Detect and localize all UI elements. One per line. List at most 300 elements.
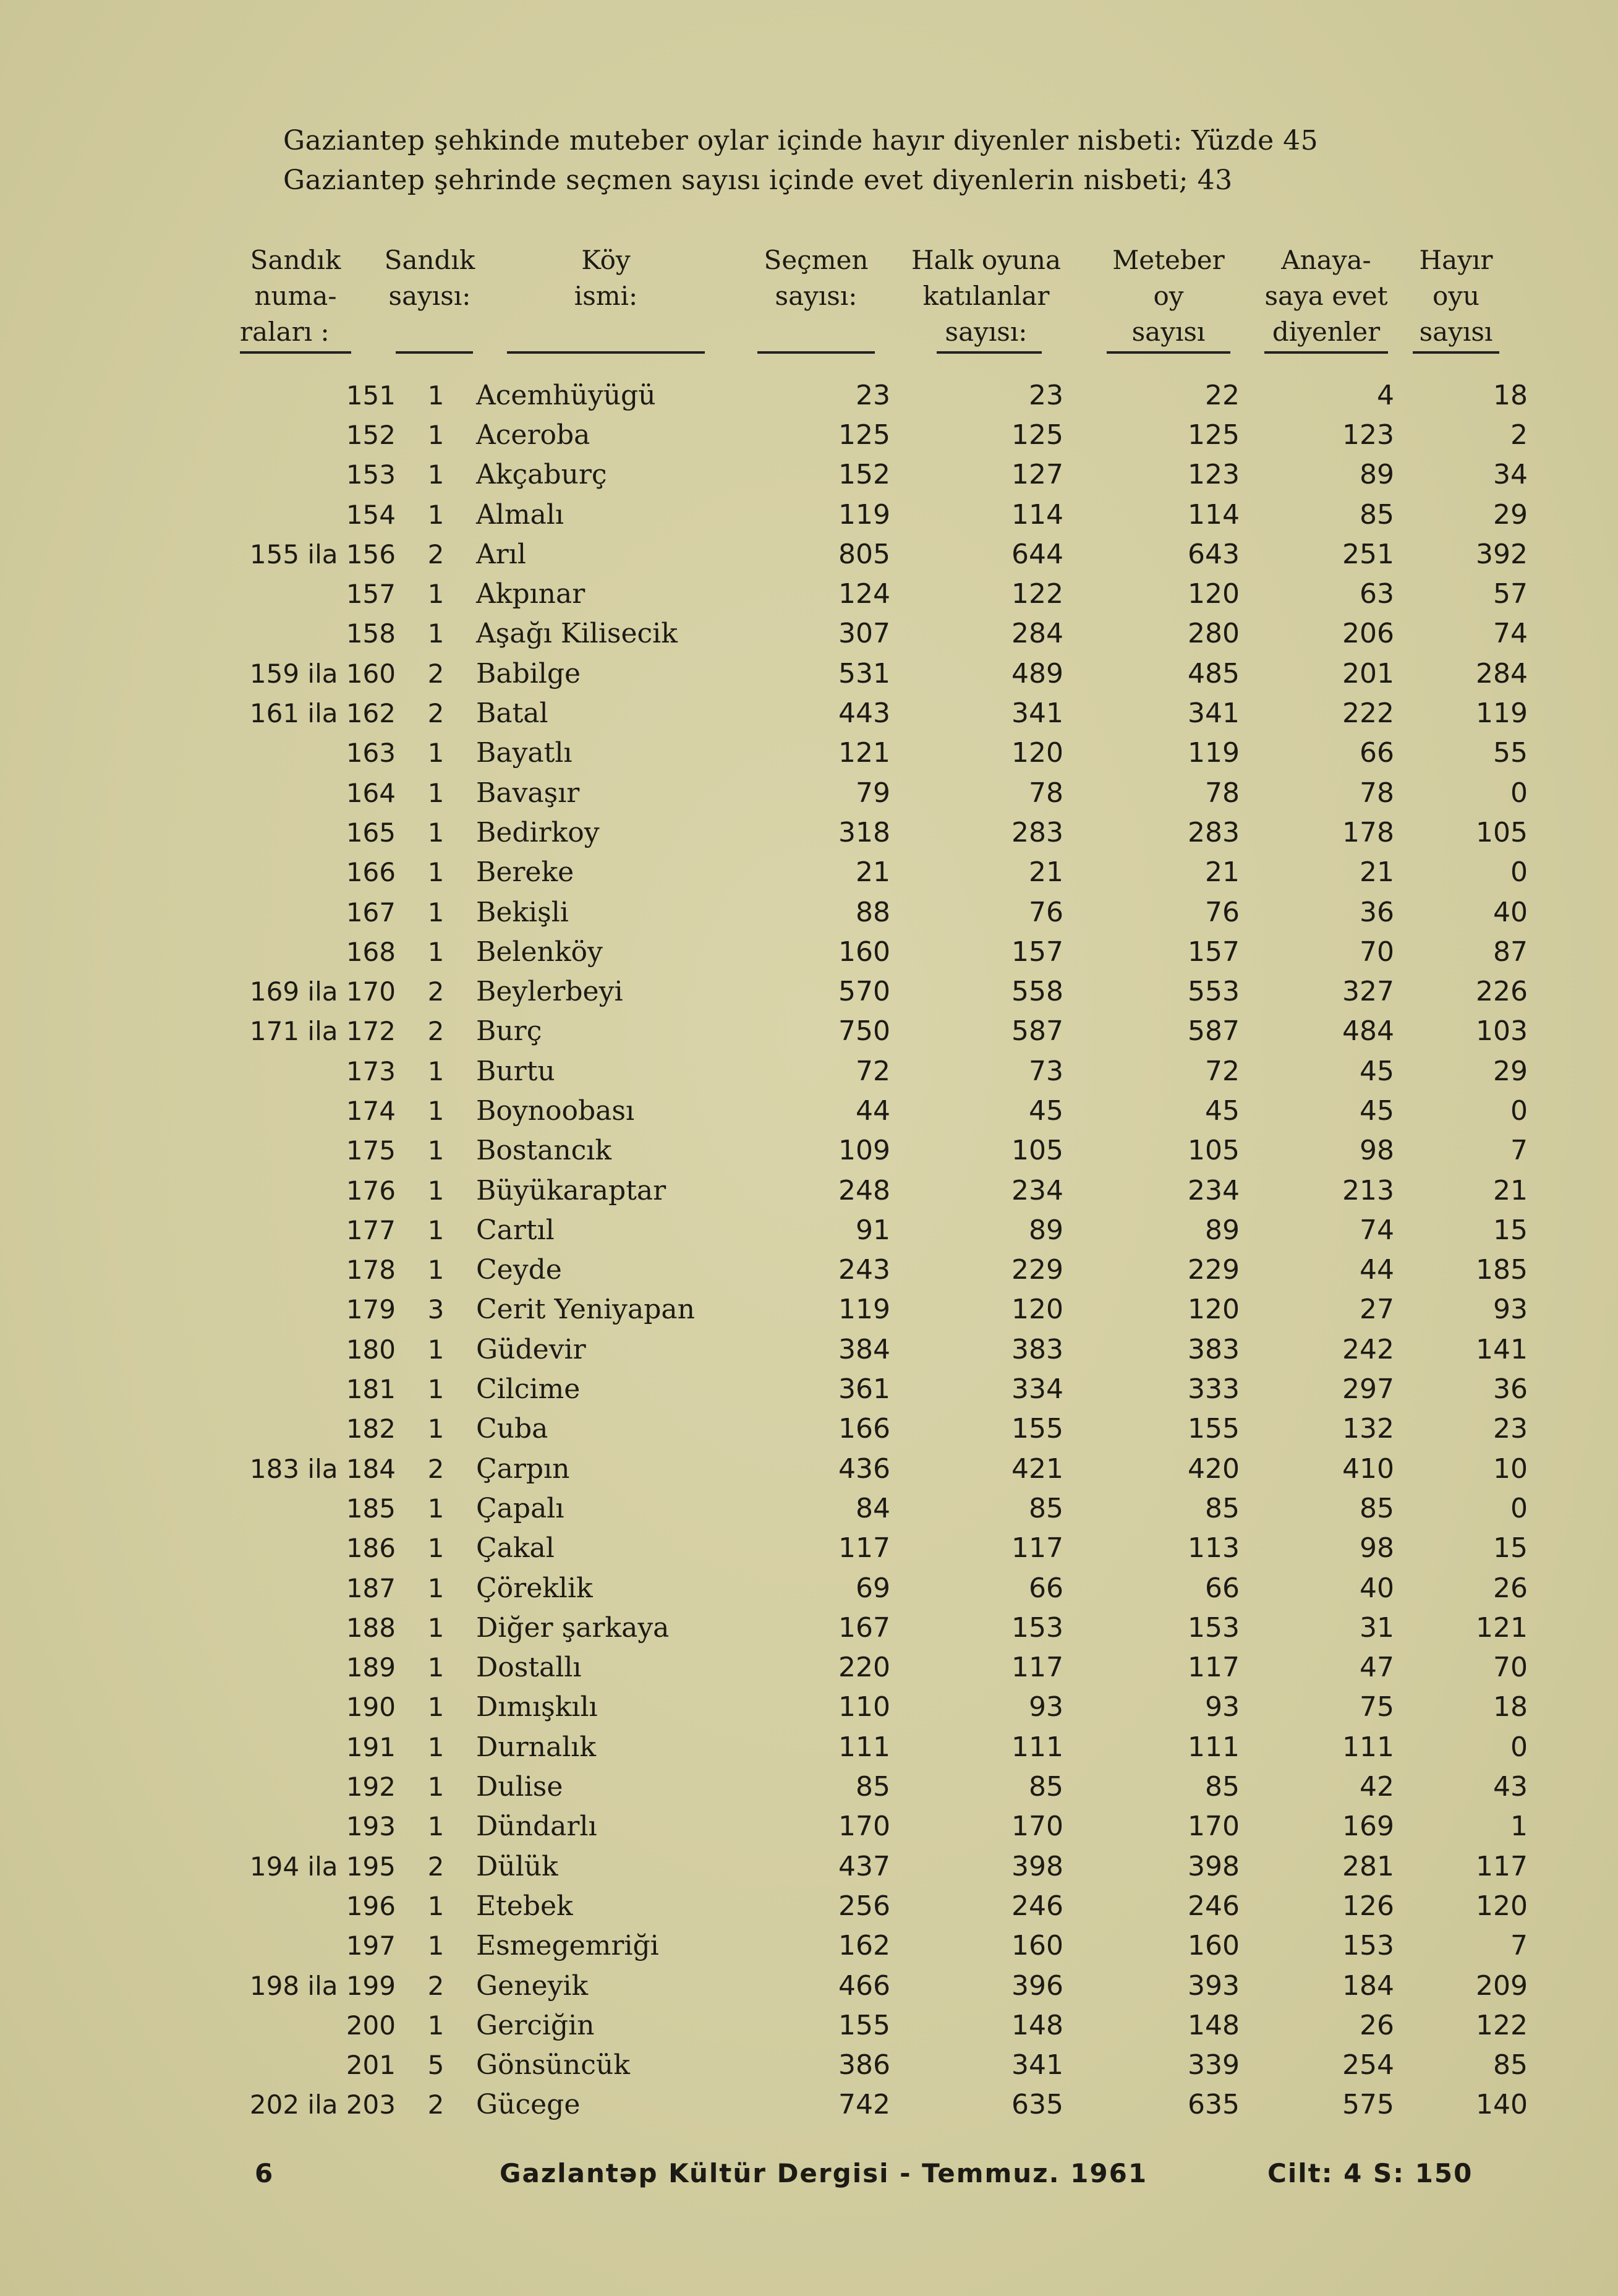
no-votes-cell: 34 (1493, 459, 1528, 491)
turnout-cell: 66 (1029, 1572, 1063, 1604)
sandik-no-cell: 158 (346, 618, 396, 649)
village-name-cell: Bostancık (476, 1135, 612, 1167)
turnout-cell: 157 (1011, 936, 1063, 968)
sandik-no-cell: 168 (346, 936, 396, 967)
valid-votes-cell: 635 (1188, 2089, 1240, 2121)
valid-votes-cell: 45 (1205, 1095, 1240, 1127)
turnout-cell: 122 (1011, 578, 1063, 610)
sandik-no-cell: 182 (346, 1414, 396, 1445)
voter-count-cell: 750 (838, 1015, 890, 1048)
turnout-cell: 383 (1011, 1333, 1063, 1365)
voter-count-cell: 318 (838, 816, 890, 848)
header-hayir (1413, 242, 1499, 350)
voter-count-cell: 88 (856, 896, 890, 928)
no-votes-cell: 10 (1493, 1453, 1528, 1485)
table-row (229, 1012, 1528, 1051)
no-votes-cell: 0 (1510, 777, 1528, 809)
voter-count-cell: 384 (838, 1333, 890, 1365)
village-name-cell: Dımışkılı (476, 1691, 598, 1723)
sandik-no-cell: 198 ila 199 (249, 1970, 396, 2001)
valid-votes-cell: 155 (1188, 1413, 1240, 1445)
header-line: saya evet (1264, 281, 1388, 311)
header-koy (507, 242, 705, 350)
no-votes-cell: 103 (1476, 1015, 1528, 1048)
voter-count-cell: 110 (838, 1691, 890, 1723)
sandik-no-cell: 173 (346, 1056, 396, 1086)
turnout-cell: 117 (1011, 1532, 1063, 1564)
sandik-count-cell: 1 (427, 1095, 445, 1126)
yes-votes-cell: 47 (1360, 1652, 1394, 1684)
sandik-count-cell: 1 (427, 1533, 445, 1564)
table-row (229, 1648, 1528, 1688)
village-name-cell: Ceyde (476, 1254, 562, 1286)
village-name-cell: Almalı (476, 498, 564, 531)
header-rule (1264, 351, 1388, 354)
no-votes-cell: 392 (1476, 538, 1528, 570)
sandik-count-cell: 1 (427, 1692, 445, 1723)
yes-votes-cell: 254 (1342, 2049, 1394, 2081)
no-votes-cell: 93 (1493, 1294, 1528, 1326)
header-line: Seçmen (764, 245, 869, 275)
turnout-cell: 127 (1011, 459, 1063, 491)
sandik-no-cell: 180 (346, 1334, 396, 1365)
turnout-cell: 396 (1011, 1970, 1063, 2002)
sandik-no-cell: 167 (346, 897, 396, 928)
turnout-cell: 421 (1011, 1453, 1063, 1485)
village-name-cell: Dulise (476, 1771, 563, 1803)
header-line: oyu (1432, 281, 1480, 311)
village-name-cell: Babilge (476, 657, 581, 689)
yes-votes-cell: 242 (1342, 1333, 1394, 1365)
table-row (229, 1767, 1528, 1806)
no-votes-cell: 21 (1493, 1174, 1528, 1206)
sandik-no-cell: 186 (346, 1533, 396, 1564)
no-votes-cell: 140 (1476, 2089, 1528, 2121)
turnout-cell: 93 (1029, 1691, 1063, 1723)
header-line: sayısı: (388, 281, 471, 311)
yes-votes-cell: 63 (1360, 578, 1394, 610)
turnout-cell: 153 (1011, 1611, 1063, 1644)
no-votes-cell: 40 (1493, 896, 1528, 928)
voter-count-cell: 361 (838, 1373, 890, 1406)
sandik-count-cell: 1 (427, 936, 445, 967)
voter-count-cell: 119 (838, 498, 890, 531)
table-row (229, 1131, 1528, 1171)
table-row (229, 813, 1528, 852)
sandik-count-cell: 1 (427, 1374, 445, 1405)
no-votes-cell: 23 (1493, 1413, 1528, 1445)
valid-votes-cell: 587 (1188, 1015, 1240, 1048)
valid-votes-cell: 120 (1188, 578, 1240, 610)
header-meteber (1107, 242, 1230, 350)
village-name-cell: Akçaburç (476, 459, 607, 491)
yes-votes-cell: 169 (1342, 1811, 1394, 1843)
sandik-no-cell: 169 ila 170 (249, 976, 396, 1007)
table-row (229, 1329, 1528, 1369)
valid-votes-cell: 78 (1205, 777, 1240, 809)
valid-votes-cell: 72 (1205, 1055, 1240, 1087)
valid-votes-cell: 341 (1188, 698, 1240, 730)
table-row (229, 1488, 1528, 1528)
village-name-cell: Çarpın (476, 1453, 570, 1485)
sandik-count-cell: 1 (427, 579, 445, 610)
sandik-no-cell: 200 (346, 2010, 396, 2041)
table-row (229, 375, 1528, 415)
village-name-cell: Güdevir (476, 1333, 586, 1365)
no-votes-cell: 29 (1493, 1055, 1528, 1087)
no-votes-cell: 87 (1493, 936, 1528, 968)
voter-count-cell: 443 (838, 698, 890, 730)
sandik-no-cell: 201 (346, 2050, 396, 2081)
village-name-cell: Arıl (476, 538, 526, 570)
sandik-count-cell: 2 (427, 1970, 445, 2001)
sandik-no-cell: 197 (346, 1931, 396, 1961)
sandik-no-cell: 151 (346, 380, 396, 411)
header-rule (1107, 351, 1230, 354)
table-row (229, 455, 1528, 495)
table-row (229, 614, 1528, 654)
sandik-count-cell: 1 (427, 618, 445, 649)
yes-votes-cell: 45 (1360, 1095, 1394, 1127)
yes-votes-cell: 70 (1360, 936, 1394, 968)
turnout-cell: 148 (1011, 2009, 1063, 2041)
sandik-no-cell: 175 (346, 1135, 396, 1166)
voter-count-cell: 111 (838, 1731, 890, 1763)
village-name-cell: Durnalık (476, 1731, 597, 1763)
footer-journal: Gazlantəp Kültür Dergisi - Temmuz. 1961 (500, 2158, 1148, 2188)
sandik-count-cell: 2 (427, 2089, 445, 2120)
sandik-count-cell: 1 (427, 1214, 445, 1245)
village-name-cell: Cilcime (476, 1373, 581, 1406)
no-votes-cell: 0 (1510, 1095, 1528, 1127)
yes-votes-cell: 222 (1342, 698, 1394, 730)
header-rule (757, 351, 875, 354)
table-row (229, 932, 1528, 971)
turnout-cell: 635 (1011, 2089, 1063, 2121)
no-votes-cell: 74 (1493, 618, 1528, 650)
valid-votes-cell: 76 (1205, 896, 1240, 928)
no-votes-cell: 105 (1476, 816, 1528, 848)
intro-line-2: Gaziantep şehrinde seçmen sayısı içinde evet diyenlerin nisbeti; 43 (283, 164, 1233, 196)
yes-votes-cell: 184 (1342, 1970, 1394, 2002)
valid-votes-cell: 420 (1188, 1453, 1240, 1485)
valid-votes-cell: 85 (1205, 1492, 1240, 1524)
results-table-body (229, 375, 1528, 2125)
table-row (229, 1846, 1528, 1886)
table-row (229, 971, 1528, 1011)
voter-count-cell: 436 (838, 1453, 890, 1485)
sandik-count-cell: 5 (427, 2050, 445, 2081)
footer-page-number: 6 (255, 2158, 275, 2188)
table-row (229, 2085, 1528, 2125)
sandik-count-cell: 1 (427, 1056, 445, 1086)
table-row (229, 1926, 1528, 1966)
village-name-cell: Gücege (476, 2089, 581, 2121)
sandik-count-cell: 1 (427, 1573, 445, 1603)
yes-votes-cell: 281 (1342, 1850, 1394, 1882)
sandik-count-cell: 1 (427, 897, 445, 928)
valid-votes-cell: 117 (1188, 1652, 1240, 1684)
table-row (229, 853, 1528, 892)
header-line: sayısı: (945, 317, 1028, 347)
no-votes-cell: 15 (1493, 1532, 1528, 1564)
no-votes-cell: 0 (1510, 1492, 1528, 1524)
yes-votes-cell: 42 (1360, 1771, 1394, 1803)
voter-count-cell: 742 (838, 2089, 890, 2121)
sandik-count-cell: 2 (427, 658, 445, 689)
turnout-cell: 284 (1011, 618, 1063, 650)
sandik-count-cell: 1 (427, 419, 445, 450)
header-line (757, 314, 875, 350)
sandik-count-cell: 1 (427, 1414, 445, 1445)
sandik-no-cell: 154 (346, 499, 396, 530)
table-row (229, 2005, 1528, 2045)
sandik-count-cell: 2 (427, 1851, 445, 1882)
yes-votes-cell: 153 (1342, 1930, 1394, 1962)
table-row (229, 534, 1528, 574)
valid-votes-cell: 21 (1205, 856, 1240, 889)
yes-votes-cell: 297 (1342, 1373, 1394, 1406)
village-name-cell: Bavaşır (476, 777, 580, 809)
no-votes-cell: 284 (1476, 657, 1528, 689)
valid-votes-cell: 93 (1205, 1691, 1240, 1723)
header-rule (1413, 351, 1499, 354)
sandik-no-cell: 163 (346, 738, 396, 769)
turnout-cell: 170 (1011, 1811, 1063, 1843)
voter-count-cell: 152 (838, 459, 890, 491)
yes-votes-cell: 75 (1360, 1691, 1394, 1723)
header-line: Hayır (1419, 245, 1493, 275)
voter-count-cell: 125 (838, 419, 890, 451)
sandik-count-cell: 2 (427, 1016, 445, 1047)
table-row (229, 773, 1528, 813)
village-name-cell: Dostallı (476, 1652, 582, 1684)
turnout-cell: 111 (1011, 1731, 1063, 1763)
valid-votes-cell: 283 (1188, 816, 1240, 848)
sandik-no-cell: 188 (346, 1612, 396, 1643)
header-line (383, 314, 476, 350)
table-row (229, 574, 1528, 613)
sandik-count-cell: 1 (427, 1811, 445, 1842)
turnout-cell: 21 (1029, 856, 1063, 889)
turnout-cell: 234 (1011, 1174, 1063, 1206)
no-votes-cell: 0 (1510, 1731, 1528, 1763)
header-line: Meteber (1112, 245, 1225, 275)
valid-votes-cell: 123 (1188, 459, 1240, 491)
valid-votes-cell: 148 (1188, 2009, 1240, 2041)
voter-count-cell: 220 (838, 1652, 890, 1684)
turnout-cell: 155 (1011, 1413, 1063, 1445)
valid-votes-cell: 383 (1188, 1333, 1240, 1365)
valid-votes-cell: 234 (1188, 1174, 1240, 1206)
header-sandik-no (240, 242, 351, 350)
valid-votes-cell: 120 (1188, 1294, 1240, 1326)
table-row (229, 654, 1528, 693)
sandik-no-cell: 178 (346, 1255, 396, 1286)
no-votes-cell: 70 (1493, 1652, 1528, 1684)
header-line: sayısı (1419, 317, 1493, 347)
yes-votes-cell: 132 (1342, 1413, 1394, 1445)
header-line: numa- (254, 281, 337, 311)
yes-votes-cell: 44 (1360, 1254, 1394, 1286)
yes-votes-cell: 27 (1360, 1294, 1394, 1326)
valid-votes-cell: 333 (1188, 1373, 1240, 1406)
turnout-cell: 73 (1029, 1055, 1063, 1087)
turnout-cell: 114 (1011, 498, 1063, 531)
table-row (229, 1369, 1528, 1409)
no-votes-cell: 43 (1493, 1771, 1528, 1803)
no-votes-cell: 36 (1493, 1373, 1528, 1406)
header-line: Sandık (250, 245, 341, 275)
voter-count-cell: 72 (856, 1055, 890, 1087)
yes-votes-cell: 213 (1342, 1174, 1394, 1206)
valid-votes-cell: 111 (1188, 1731, 1240, 1763)
sandik-no-cell: 157 (346, 579, 396, 610)
no-votes-cell: 121 (1476, 1611, 1528, 1644)
sandik-no-cell: 165 (346, 817, 396, 848)
turnout-cell: 283 (1011, 816, 1063, 848)
no-votes-cell: 2 (1510, 419, 1528, 451)
sandik-count-cell: 1 (427, 857, 445, 888)
no-votes-cell: 209 (1476, 1970, 1528, 2002)
village-name-cell: Bedirkoy (476, 816, 600, 848)
sandik-count-cell: 1 (427, 1890, 445, 1921)
turnout-cell: 489 (1011, 657, 1063, 689)
turnout-cell: 341 (1011, 2049, 1063, 2081)
sandik-no-cell: 153 (346, 459, 396, 490)
voter-count-cell: 307 (838, 618, 890, 650)
table-row (229, 415, 1528, 455)
village-name-cell: Belenköy (476, 936, 603, 968)
voter-count-cell: 69 (856, 1572, 890, 1604)
valid-votes-cell: 153 (1188, 1611, 1240, 1644)
valid-votes-cell: 229 (1188, 1254, 1240, 1286)
voter-count-cell: 119 (838, 1294, 890, 1326)
no-votes-cell: 29 (1493, 498, 1528, 531)
yes-votes-cell: 251 (1342, 538, 1394, 570)
village-name-cell: Beylerbeyi (476, 976, 623, 1008)
table-row (229, 1568, 1528, 1608)
table-row (229, 1966, 1528, 2005)
turnout-cell: 558 (1011, 976, 1063, 1008)
yes-votes-cell: 98 (1360, 1532, 1394, 1564)
sandik-no-cell: 171 ila 172 (249, 1016, 396, 1047)
yes-votes-cell: 89 (1360, 459, 1394, 491)
yes-votes-cell: 45 (1360, 1055, 1394, 1087)
voter-count-cell: 170 (838, 1811, 890, 1843)
sandik-no-cell: 174 (346, 1095, 396, 1126)
valid-votes-cell: 105 (1188, 1135, 1240, 1167)
sandik-no-cell: 166 (346, 857, 396, 888)
sandik-no-cell: 159 ila 160 (249, 658, 396, 689)
sandik-count-cell: 3 (427, 1294, 445, 1325)
yes-votes-cell: 327 (1342, 976, 1394, 1008)
no-votes-cell: 185 (1476, 1254, 1528, 1286)
header-line: katılanlar (922, 281, 1050, 311)
no-votes-cell: 117 (1476, 1850, 1528, 1882)
turnout-cell: 120 (1011, 1294, 1063, 1326)
valid-votes-cell: 22 (1205, 379, 1240, 411)
voter-count-cell: 805 (838, 538, 890, 570)
sandik-count-cell: 1 (427, 1772, 445, 1803)
header-rule (507, 351, 705, 354)
table-row (229, 1290, 1528, 1329)
yes-votes-cell: 74 (1360, 1214, 1394, 1246)
village-name-cell: Çakal (476, 1532, 555, 1564)
yes-votes-cell: 98 (1360, 1135, 1394, 1167)
no-votes-cell: 55 (1493, 737, 1528, 769)
turnout-cell: 587 (1011, 1015, 1063, 1048)
voter-count-cell: 91 (856, 1214, 890, 1246)
header-rule (396, 351, 473, 354)
sandik-count-cell: 1 (427, 1175, 445, 1206)
voter-count-cell: 531 (838, 657, 890, 689)
table-row (229, 733, 1528, 773)
sandik-no-cell: 176 (346, 1175, 396, 1206)
yes-votes-cell: 85 (1360, 498, 1394, 531)
yes-votes-cell: 36 (1360, 896, 1394, 928)
village-name-cell: Burtu (476, 1055, 555, 1087)
header-anayasa (1264, 242, 1388, 350)
turnout-cell: 23 (1029, 379, 1063, 411)
yes-votes-cell: 26 (1360, 2009, 1394, 2041)
village-name-cell: Bayatlı (476, 737, 573, 769)
sandik-count-cell: 1 (427, 1255, 445, 1286)
turnout-cell: 85 (1029, 1771, 1063, 1803)
intro-text (283, 121, 1318, 200)
header-line: diyenler (1272, 317, 1381, 347)
sandik-count-cell: 2 (427, 539, 445, 570)
turnout-cell: 76 (1029, 896, 1063, 928)
header-line: Halk oyuna (911, 245, 1062, 275)
header-line: raları : (240, 317, 330, 347)
village-name-cell: Dündarlı (476, 1811, 597, 1843)
turnout-cell: 85 (1029, 1492, 1063, 1524)
table-row (229, 1210, 1528, 1250)
header-rule (240, 351, 351, 354)
voter-count-cell: 386 (838, 2049, 890, 2081)
voter-count-cell: 166 (838, 1413, 890, 1445)
no-votes-cell: 85 (1493, 2049, 1528, 2081)
sandik-count-cell: 1 (427, 1931, 445, 1961)
valid-votes-cell: 246 (1188, 1890, 1240, 1922)
village-name-cell: Gönsüncük (476, 2049, 630, 2081)
village-name-cell: Bekişli (476, 896, 569, 928)
table-row (229, 693, 1528, 733)
yes-votes-cell: 111 (1342, 1731, 1394, 1763)
valid-votes-cell: 643 (1188, 538, 1240, 570)
voter-count-cell: 84 (856, 1492, 890, 1524)
village-name-cell: Boynoobası (476, 1095, 635, 1127)
voter-count-cell: 79 (856, 777, 890, 809)
sandik-count-cell: 1 (427, 1334, 445, 1365)
turnout-cell: 246 (1011, 1890, 1063, 1922)
voter-count-cell: 121 (838, 737, 890, 769)
header-sandik-sayisi (383, 242, 476, 350)
no-votes-cell: 120 (1476, 1890, 1528, 1922)
no-votes-cell: 7 (1510, 1135, 1528, 1167)
village-name-cell: Cartıl (476, 1214, 555, 1246)
village-name-cell: Geneyik (476, 1970, 589, 2002)
sandik-count-cell: 1 (427, 459, 445, 490)
voter-count-cell: 124 (838, 578, 890, 610)
yes-votes-cell: 410 (1342, 1453, 1394, 1485)
header-line: Anaya- (1281, 245, 1371, 275)
sandik-count-cell: 1 (427, 380, 445, 411)
no-votes-cell: 141 (1476, 1333, 1528, 1365)
turnout-cell: 78 (1029, 777, 1063, 809)
valid-votes-cell: 485 (1188, 657, 1240, 689)
